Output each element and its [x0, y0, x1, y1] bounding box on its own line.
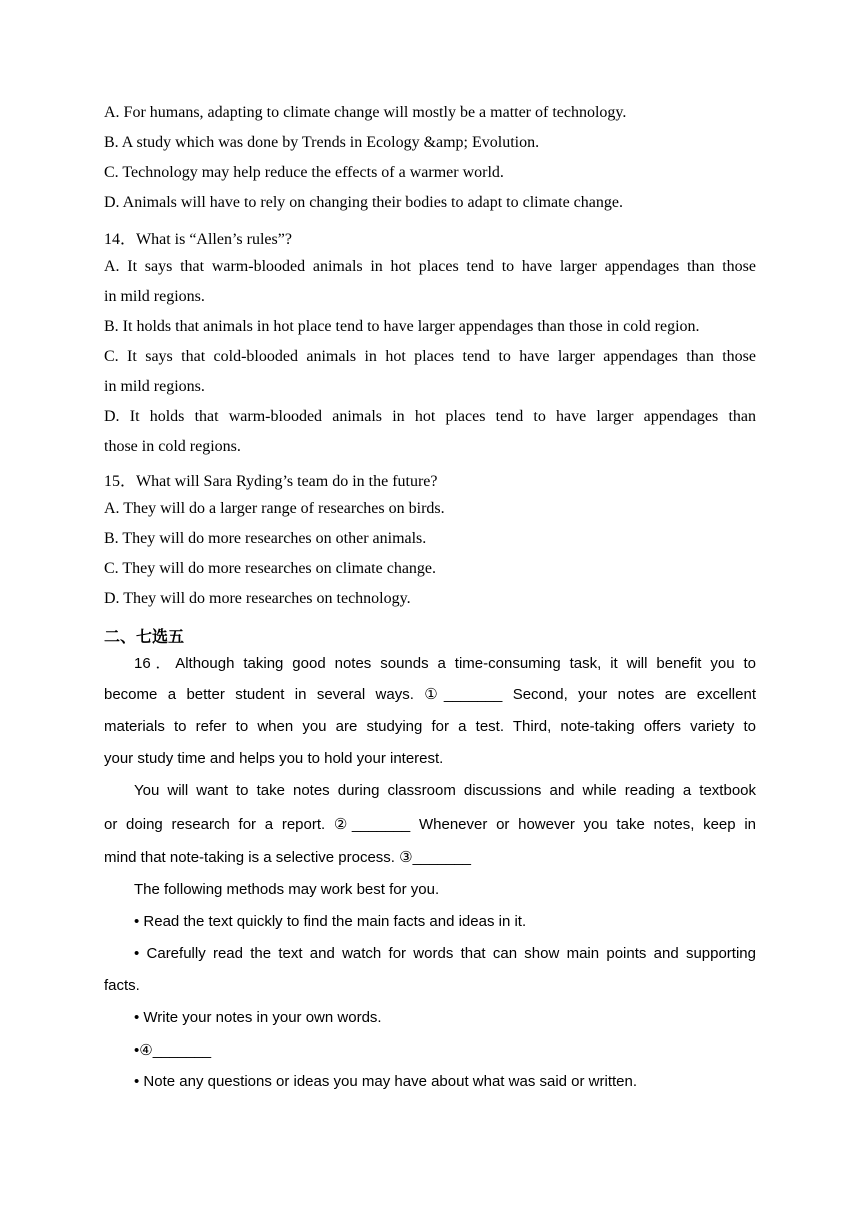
passage-p1-line4: your study time and helps you to hold your interest. [104, 750, 444, 767]
passage-p3: The following methods may work best for you. [134, 881, 440, 898]
q14-option-c-line2: in mild regions. [104, 378, 205, 395]
q13-option-a: A. For humans, adapting to climate change will mostly be a matter of technology. [104, 104, 627, 121]
q14-option-d-line2: those in cold regions. [104, 438, 241, 455]
bullet-item-2-line1: • Carefully read the text and watch for words that can show main points and supporting [134, 945, 756, 962]
q15-question: 15．What will Sara Ryding’s team do in the future? [104, 473, 438, 490]
bullet-item-3: • Write your notes in your own words. [134, 1009, 382, 1026]
q14-question: 14．What is “Allen’s rules”? [104, 231, 292, 248]
passage-p2-line3: mind that note-taking is a selective process. ③_______ [104, 849, 471, 866]
section-heading: 二、七选五 [104, 627, 185, 646]
q15-option-c: C. They will do more researches on climate change. [104, 560, 437, 577]
q14-option-c-line1: C. It says that cold-blooded animals in hot places tend to have larger appendages than those [104, 348, 756, 365]
q15-option-b: B. They will do more researches on other animals. [104, 530, 427, 547]
bullet-item-1: • Read the text quickly to find the main facts and ideas in it. [134, 913, 527, 930]
q15-option-d: D. They will do more researches on technology. [104, 590, 411, 607]
q14-option-d-line1: D. It holds that warm-blooded animals in hot places tend to have larger appendages than [104, 408, 756, 425]
q14-option-b: B. It holds that animals in hot place tend to have larger appendages than those in cold region. [104, 318, 700, 335]
q14-option-a-line1: A. It says that warm-blooded animals in hot places tend to have larger appendages than those [104, 258, 756, 275]
bullet-item-5: • Note any questions or ideas you may have about what was said or written. [134, 1073, 638, 1090]
bullet-item-4: •④_______ [134, 1042, 212, 1059]
passage-p1-line2: become a better student in several ways. ①_______ Second, your notes are excellent [104, 686, 756, 703]
passage-p2-line2: or doing research for a report. ②_______ Whenever or however you take notes, keep in [104, 816, 756, 833]
bullet-item-2-line2: facts. [104, 977, 140, 994]
passage-p1-line1: 16．Although taking good notes sounds a time-consuming task, it will benefit you to [134, 655, 756, 672]
passage-p1-line3: materials to refer to when you are studying for a test. Third, note-taking offers variety to [104, 718, 756, 735]
q13-option-b: B. A study which was done by Trends in Ecology &amp; Evolution. [104, 134, 540, 151]
passage-p2-line1: You will want to take notes during classroom discussions and while reading a textbook [134, 782, 756, 799]
q15-option-a: A. They will do a larger range of researches on birds. [104, 500, 445, 517]
q13-option-c: C. Technology may help reduce the effects of a warmer world. [104, 164, 504, 181]
q14-option-a-line2: in mild regions. [104, 288, 205, 305]
q13-option-d: D. Animals will have to rely on changing their bodies to adapt to climate change. [104, 194, 623, 211]
